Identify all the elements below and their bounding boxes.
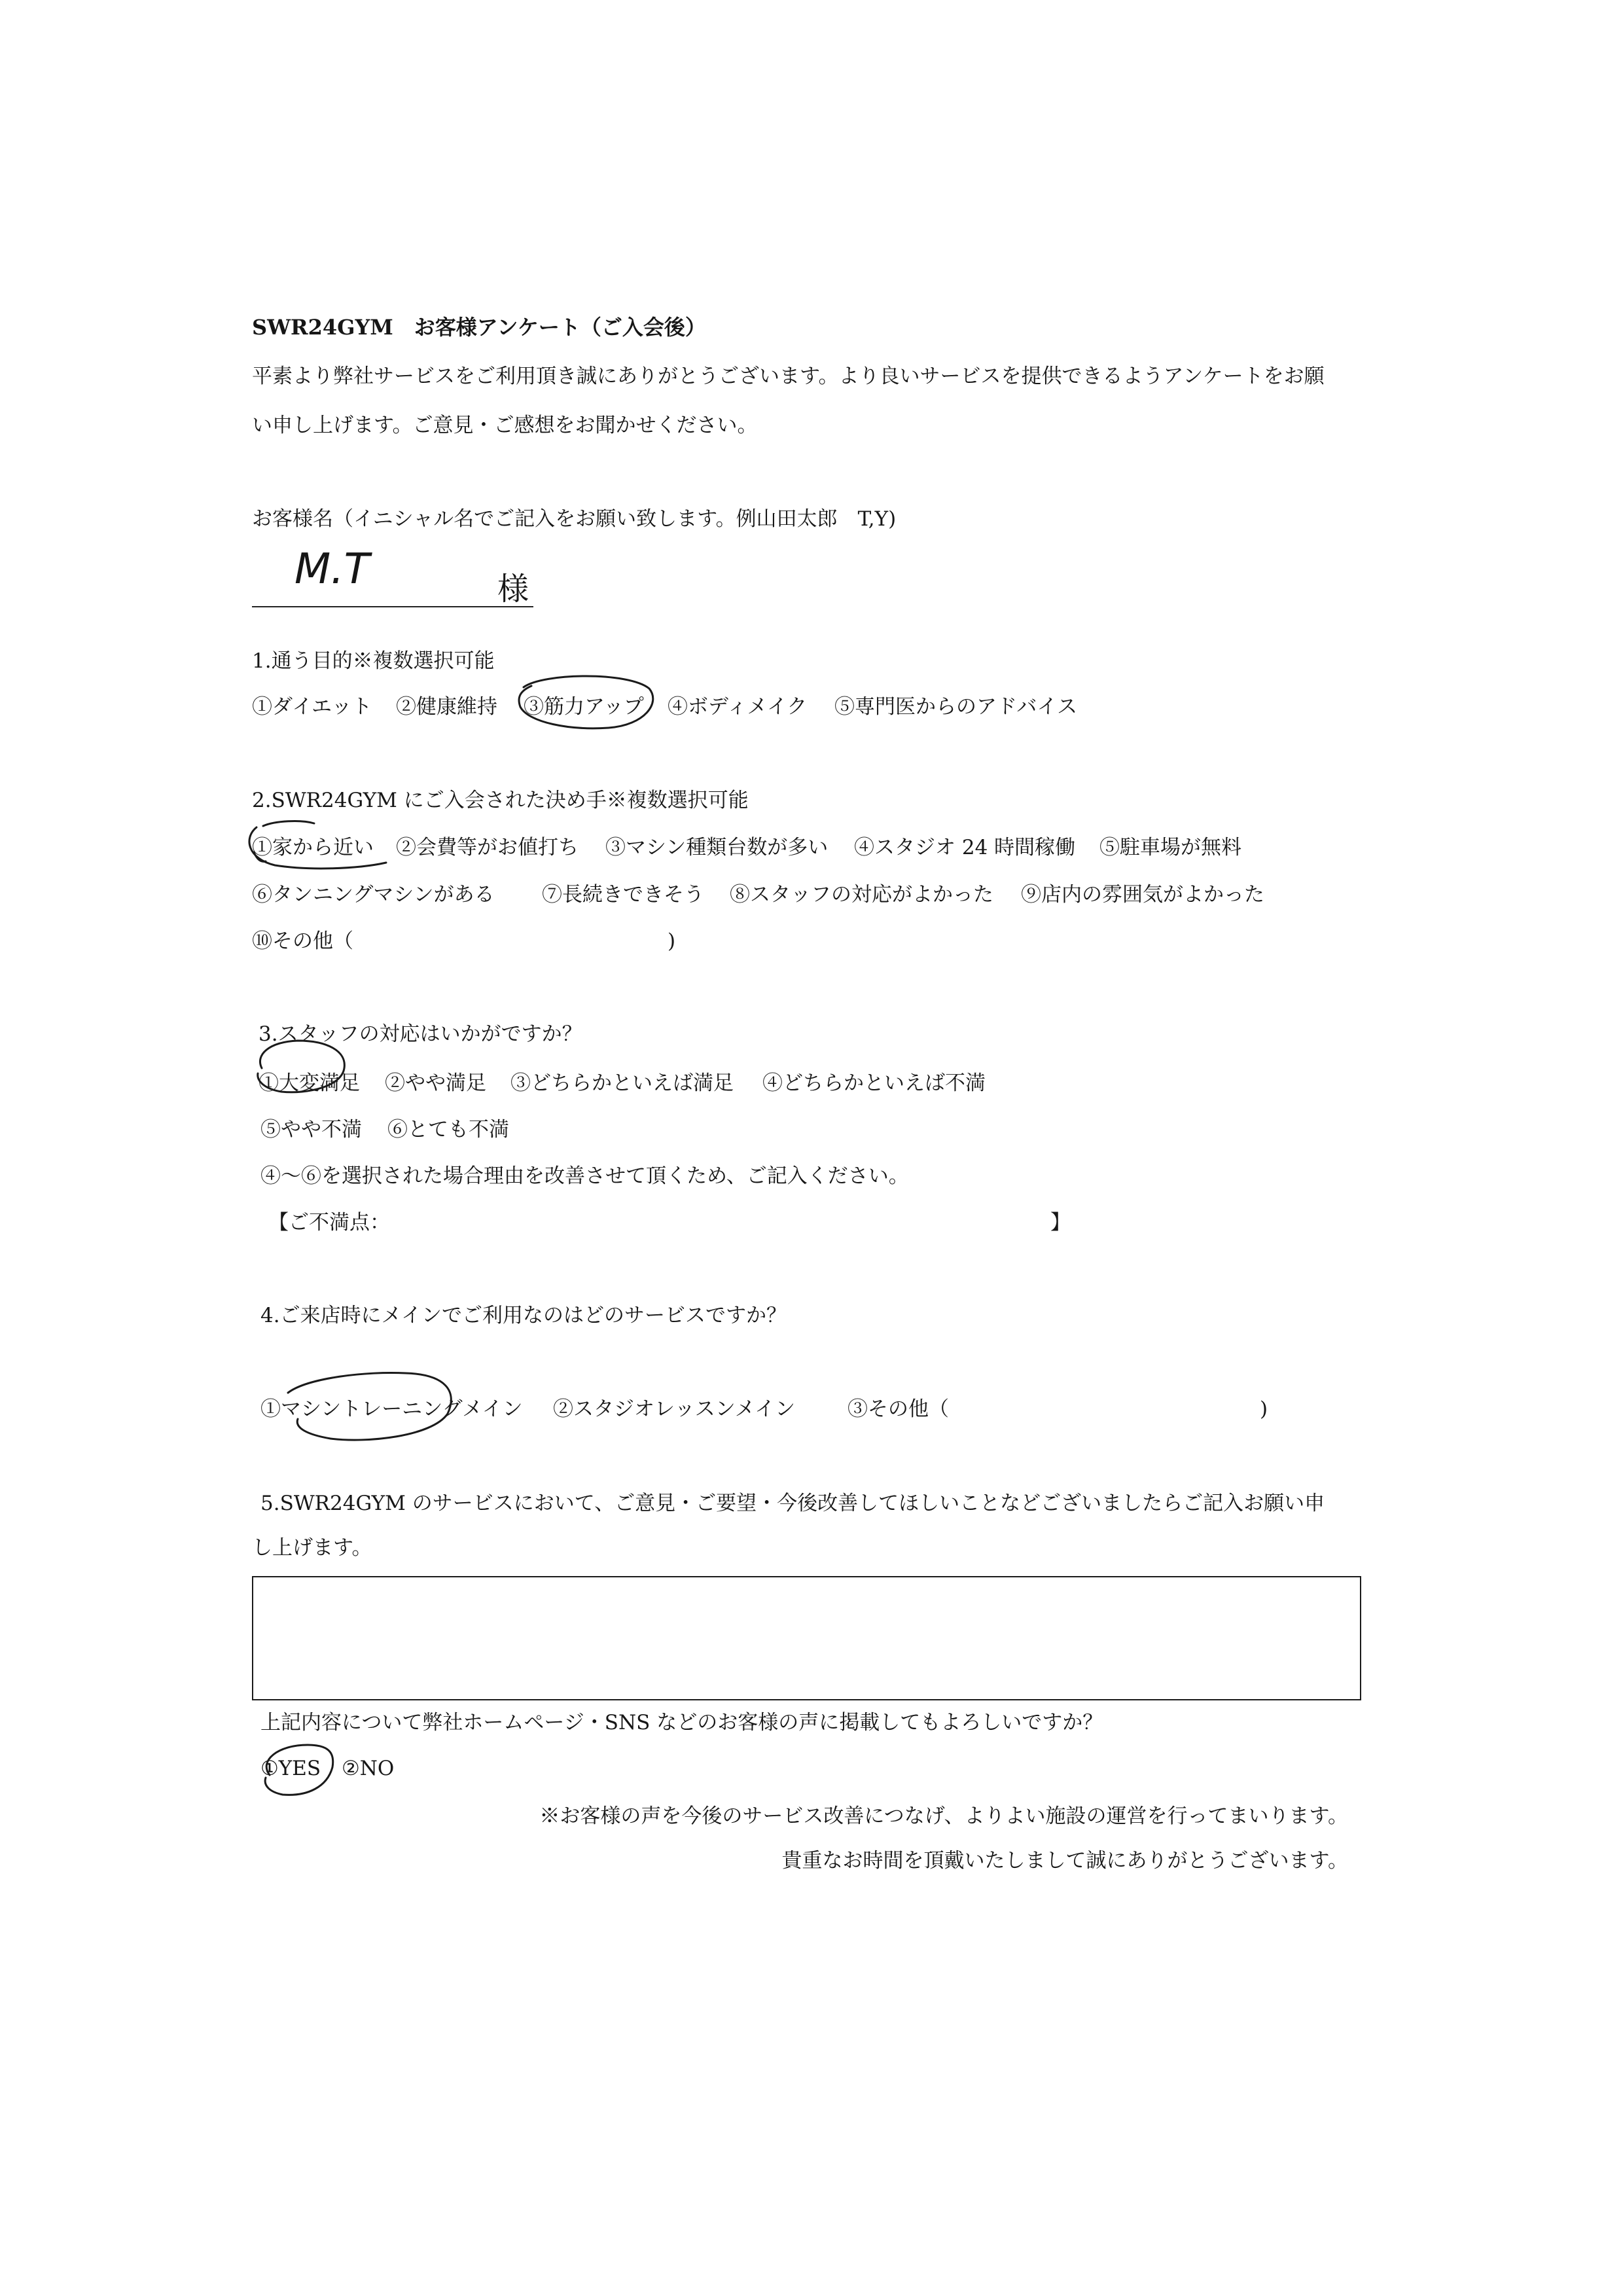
q1-option-1[interactable]: ①ダイエット	[252, 695, 372, 719]
q3-option-3[interactable]: ③どちらかといえば満足	[510, 1071, 734, 1095]
footer-thanks: 貴重なお時間を頂戴いたしまして誠にありがとうございます。	[781, 1849, 1348, 1873]
q2-option-2[interactable]: ②会費等がお値打ち	[396, 836, 579, 859]
publish-no-option[interactable]: ②NO	[342, 1757, 395, 1780]
q2-option-10[interactable]: ⑩その他（	[252, 929, 353, 953]
q2-option-1[interactable]: ①家から近い	[252, 836, 374, 859]
q2-option-6[interactable]: ⑥タンニングマシンがある	[252, 883, 495, 906]
q1-title: 1.通う目的※複数選択可能	[252, 649, 495, 673]
publish-yes-selection-circle	[265, 1745, 333, 1795]
q4-title: 4.ご来店時にメインでご利用なのはどのサービスですか？	[260, 1304, 787, 1327]
q1-option-3[interactable]: ③筋力アップ	[524, 695, 644, 719]
q2-option-4[interactable]: ④スタジオ 24 時間稼働	[854, 836, 1076, 859]
customer-name-label: お客様名（イニシャル名でご記入をお願い致します。例山田太郎 T,Y)	[252, 507, 897, 531]
q3-complaint-close: 】	[1050, 1211, 1071, 1234]
q5-title-line-2: し上げます。	[252, 1536, 372, 1560]
q4-option-2[interactable]: ②スタジオレッスンメイン	[553, 1397, 796, 1421]
customer-honorific: 様	[497, 571, 529, 607]
q2-option-7[interactable]: ⑦長続きできそう	[542, 883, 704, 906]
q3-complaint-open: 【ご不満点：	[268, 1211, 390, 1234]
q3-option-1[interactable]: ①大変満足	[259, 1071, 360, 1095]
footer-note: ※お客様の声を今後のサービス改善につなげ、よりよい施設の運営を行ってまいります。	[539, 1804, 1348, 1828]
q3-title: 3.スタッフの対応はいかがですか？	[259, 1022, 582, 1046]
q2-other-close: )	[668, 929, 676, 953]
q1-option-4[interactable]: ④ボディメイク	[668, 695, 808, 719]
q3-option-6[interactable]: ⑥とても不満	[387, 1118, 509, 1141]
q3-note: ④～⑥を選択された場合理由を改善させて頂くため、ご記入ください。	[260, 1164, 909, 1188]
q2-option-8[interactable]: ⑧スタッフの対応がよかった	[730, 883, 993, 906]
q2-selection-circle	[249, 821, 386, 869]
q1-selection-circle	[519, 676, 653, 728]
q4-option-3[interactable]: ③その他（	[847, 1397, 949, 1421]
q1-option-5[interactable]: ⑤専門医からのアドバイス	[834, 695, 1078, 719]
q2-title: 2.SWR24GYM にご入会された決め手※複数選択可能	[252, 789, 749, 812]
q4-selection-circle	[288, 1372, 451, 1440]
q2-option-9[interactable]: ⑨店内の雰囲気がよかった	[1021, 883, 1264, 906]
q2-option-5[interactable]: ⑤駐車場が無料	[1099, 836, 1241, 859]
q3-option-2[interactable]: ②やや満足	[385, 1071, 486, 1095]
q2-tick-stroke	[254, 852, 266, 861]
q5-title-line-1: 5.SWR24GYM のサービスにおいて、ご意見・ご要望・今後改善してほしいことなどございましたらご記入お願い申	[260, 1492, 1325, 1515]
q3-option-5[interactable]: ⑤やや不満	[260, 1118, 362, 1141]
q3-option-4[interactable]: ④どちらかといえば不満	[762, 1071, 986, 1095]
intro-line-2: い申し上げます。ご意見・ご感想をお聞かせください。	[252, 414, 758, 437]
q2-option-3[interactable]: ③マシン種類台数が多い	[605, 836, 829, 859]
customer-name-handwritten[interactable]: M.T	[294, 545, 370, 594]
publish-question: 上記内容について弊社ホームページ・SNS などのお客様の声に掲載してもよろしいですか？	[260, 1711, 1103, 1734]
publish-yes-option[interactable]: ①YES	[260, 1757, 321, 1780]
q3-selection-circle	[258, 1041, 345, 1092]
q4-other-close: )	[1260, 1397, 1268, 1421]
survey-title: SWR24GYM お客様アンケート（ご入会後）	[252, 315, 706, 340]
intro-line-1: 平素より弊社サービスをご利用頂き誠にありがとうございます。より良いサービスを提供できるようアンケートをお願	[252, 365, 1325, 388]
q4-option-1[interactable]: ①マシントレーニングメイン	[260, 1397, 523, 1421]
q1-option-2[interactable]: ②健康維持	[396, 695, 497, 719]
